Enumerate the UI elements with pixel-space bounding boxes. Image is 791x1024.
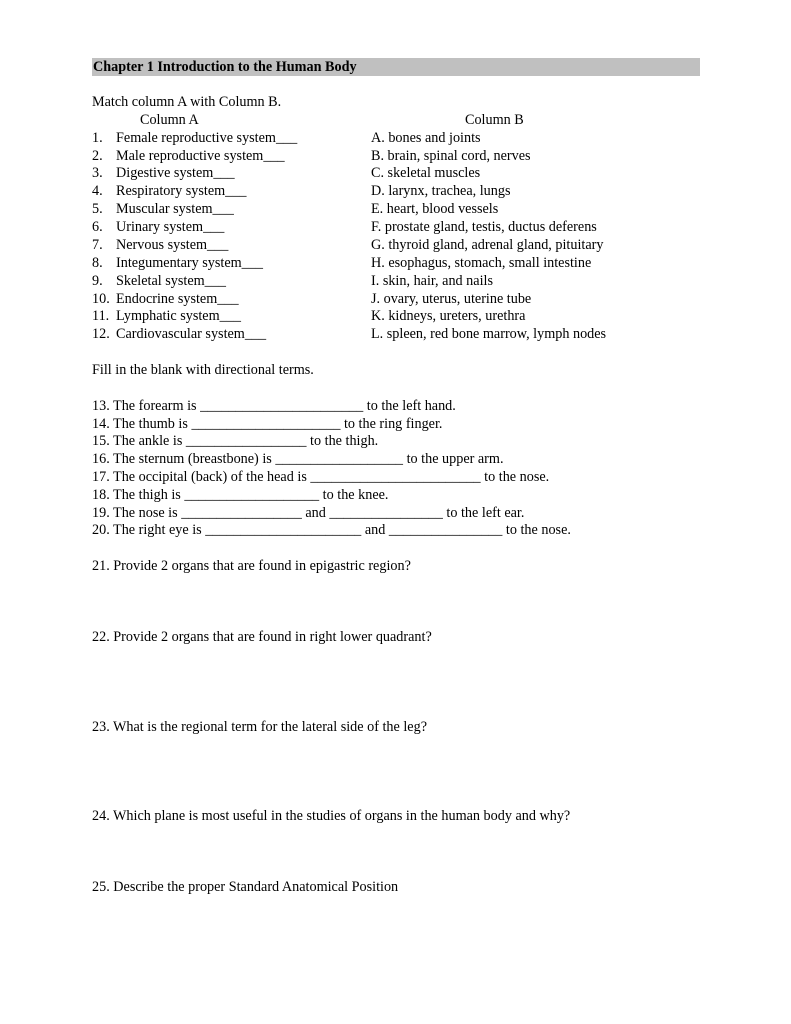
column-b-item: J. ovary, uterus, uterine tube <box>371 291 532 307</box>
column-a-item: Nervous system___ <box>116 237 229 253</box>
matching-instruction: Match column A with Column B. <box>92 94 282 110</box>
column-b-item: H. esophagus, stomach, small intestine <box>371 255 592 271</box>
question-item: 23. What is the regional term for the lateral side of the leg? <box>92 719 427 735</box>
matching-row <box>92 129 692 147</box>
column-a-item: Digestive system___ <box>116 165 235 181</box>
row-number: 6. <box>92 219 103 235</box>
fill-in-item: 16. The sternum (breastbone) is __________________ to the upper arm. <box>92 451 504 467</box>
column-b-item: A. bones and joints <box>371 130 481 146</box>
column-a-item: Urinary system___ <box>116 219 225 235</box>
fill-in-item: 19. The nose is _________________ and ________________ to the left ear. <box>92 505 525 521</box>
column-a-header: Column A <box>140 112 199 128</box>
column-b-item: B. brain, spinal cord, nerves <box>371 148 531 164</box>
column-a-item: Male reproductive system___ <box>116 148 285 164</box>
matching-row <box>92 182 692 200</box>
row-number: 5. <box>92 201 103 217</box>
row-number: 10. <box>92 291 110 307</box>
matching-row <box>92 290 692 308</box>
fill-in-item: 15. The ankle is _________________ to the thigh. <box>92 433 379 449</box>
column-b-item: F. prostate gland, testis, ductus deferens <box>371 219 597 235</box>
fill-in-item: 17. The occipital (back) of the head is ________________________ to the nose. <box>92 469 550 485</box>
chapter-title-bar <box>92 58 700 76</box>
column-b-item: K. kidneys, ureters, urethra <box>371 308 526 324</box>
column-a-item: Endocrine system___ <box>116 291 239 307</box>
chapter-title: Chapter 1 Introduction to the Human Body <box>93 59 357 75</box>
column-b-item: L. spleen, red bone marrow, lymph nodes <box>371 326 607 342</box>
column-b-item: G. thyroid gland, adrenal gland, pituitary <box>371 237 604 253</box>
row-number: 9. <box>92 273 103 289</box>
fill-in-instruction: Fill in the blank with directional terms. <box>92 362 314 378</box>
row-number: 4. <box>92 183 103 199</box>
question-item: 24. Which plane is most useful in the studies of organs in the human body and why? <box>92 808 571 824</box>
column-a-item: Integumentary system___ <box>116 255 263 271</box>
column-a-item: Cardiovascular system___ <box>116 326 267 342</box>
column-a-item: Female reproductive system___ <box>116 130 298 146</box>
fill-in-item: 20. The right eye is ______________________ and ________________ to the nose. <box>92 522 571 538</box>
matching-row <box>92 218 692 236</box>
matching-row <box>92 254 692 272</box>
matching-row <box>92 236 692 254</box>
row-number: 3. <box>92 165 103 181</box>
column-a-item: Muscular system___ <box>116 201 234 217</box>
row-number: 2. <box>92 148 103 164</box>
matching-row <box>92 272 692 290</box>
question-item: 21. Provide 2 organs that are found in epigastric region? <box>92 558 411 574</box>
row-number: 11. <box>92 308 110 324</box>
column-a-item: Lymphatic system___ <box>116 308 241 324</box>
fill-in-item: 18. The thigh is ___________________ to the knee. <box>92 487 389 503</box>
question-item: 25. Describe the proper Standard Anatomical Position <box>92 879 399 895</box>
matching-row <box>92 307 692 325</box>
column-b-item: C. skeletal muscles <box>371 165 481 181</box>
matching-row <box>92 325 692 343</box>
row-number: 7. <box>92 237 103 253</box>
column-b-item: I. skin, hair, and nails <box>371 273 493 289</box>
column-b-item: D. larynx, trachea, lungs <box>371 183 511 199</box>
column-b-item: E. heart, blood vessels <box>371 201 499 217</box>
matching-row <box>92 200 692 218</box>
matching-row <box>92 147 692 165</box>
column-b-header: Column B <box>465 112 524 128</box>
row-number: 12. <box>92 326 110 342</box>
row-number: 1. <box>92 130 103 146</box>
column-a-item: Respiratory system___ <box>116 183 247 199</box>
row-number: 8. <box>92 255 103 271</box>
fill-in-item: 14. The thumb is _____________________ to the ring finger. <box>92 416 443 432</box>
column-a-item: Skeletal system___ <box>116 273 226 289</box>
question-item: 22. Provide 2 organs that are found in right lower quadrant? <box>92 629 432 645</box>
fill-in-item: 13. The forearm is _______________________ to the left hand. <box>92 398 456 414</box>
matching-row <box>92 164 692 182</box>
